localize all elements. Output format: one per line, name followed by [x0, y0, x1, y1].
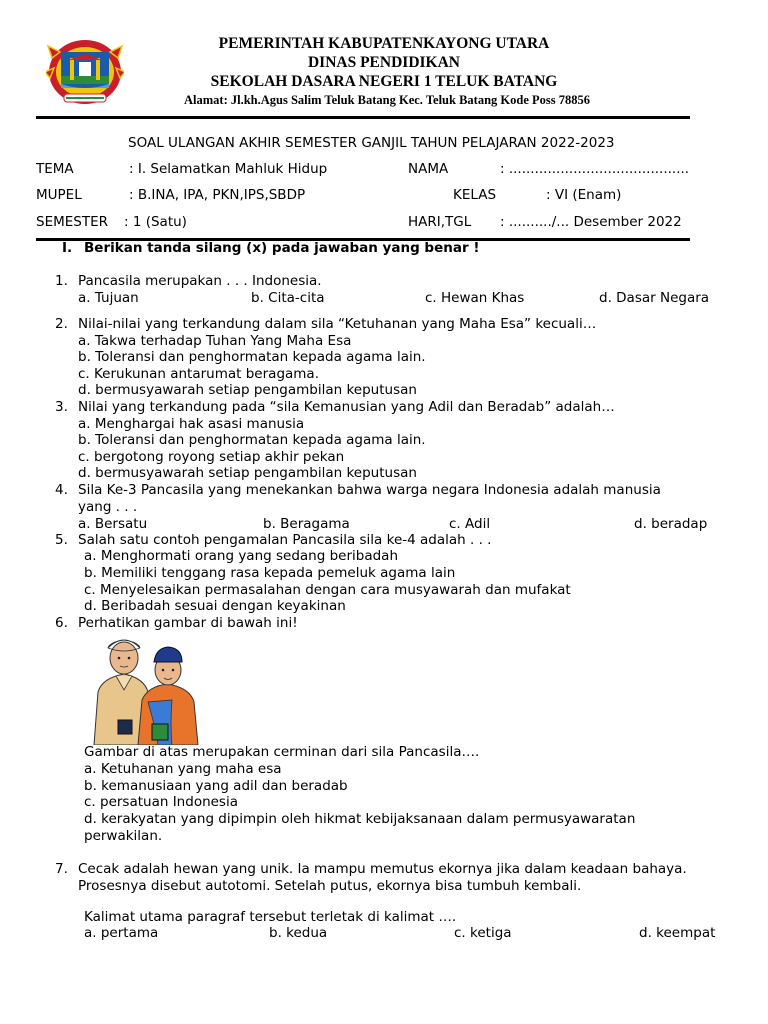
section-instruction: Berikan tanda silang (x) pada jawaban yang benar ! [84, 240, 480, 256]
hari-tgl-label: HARI,TGL [408, 214, 472, 230]
q7-text-line2: Prosesnya disebut autotomi. Setelah putus, ekornya bisa tumbuh kembali. [78, 878, 582, 894]
q7-option-b[interactable]: b. kedua [269, 925, 328, 941]
kelas-value: : VI (Enam) [546, 187, 622, 203]
semester-value: : 1 (Satu) [124, 214, 187, 230]
two-men-praying-illustration [86, 630, 204, 745]
q1-number: 1. [55, 273, 68, 289]
q1-option-b[interactable]: b. Cita-cita [251, 290, 325, 306]
q2-text: Nilai-nilai yang terkandung dalam sila “Ketuhanan yang Maha Esa” kecuali… [78, 316, 597, 332]
q2-number: 2. [55, 316, 68, 332]
q7-question: Kalimat utama paragraf tersebut terletak di kalimat …. [84, 909, 457, 925]
q4-number: 4. [55, 482, 68, 498]
q7-option-d[interactable]: d. keempat [639, 925, 716, 941]
q5-option-b[interactable]: b. Memiliki tenggang rasa kepada pemeluk agama lain [84, 565, 456, 581]
mupel-value: : B.INA, IPA, PKN,IPS,SBDP [129, 187, 306, 203]
tema-label: TEMA [36, 161, 74, 177]
nama-value: : .......................................... [500, 161, 690, 177]
q2-option-b[interactable]: b. Toleransi dan penghormatan kepada agama lain. [78, 349, 426, 365]
nama-label: NAMA [408, 161, 449, 177]
q3-text: Nilai yang terkandung pada “sila Kemanusian yang Adil dan Beradab” adalah… [78, 399, 615, 415]
q3-number: 3. [55, 399, 68, 415]
q5-text: Salah satu contoh pengamalan Pancasila sila ke-4 adalah . . . [78, 532, 492, 548]
q6-caption: Gambar di atas merupakan cerminan dari sila Pancasila…. [84, 744, 480, 760]
q3-option-c[interactable]: c. bergotong royong setiap akhir pekan [78, 449, 345, 465]
hari-tgl-value: : ........../... Desember 2022 [500, 214, 682, 230]
q6-option-d[interactable]: d. kerakyatan yang dipimpin oleh hikmat kebijaksanaan dalam permusyawaratan [84, 811, 636, 827]
exam-title: SOAL ULANGAN AKHIR SEMESTER GANJIL TAHUN PELAJARAN 2022-2023 [128, 135, 615, 151]
q7-number: 7. [55, 861, 68, 877]
q1-option-a[interactable]: a. Tujuan [78, 290, 139, 306]
tema-value: : I. Selamatkan Mahluk Hidup [129, 161, 328, 177]
q2-option-c[interactable]: c. Kerukunan antarumat beragama. [78, 366, 319, 382]
q4-option-a[interactable]: a. Bersatu [78, 516, 148, 532]
header-divider [36, 116, 690, 119]
q2-option-d[interactable]: d. bermusyawarah setiap pengambilan keputusan [78, 382, 417, 398]
q6-option-a[interactable]: a. Ketuhanan yang maha esa [84, 761, 282, 777]
q4-option-b[interactable]: b. Beragama [263, 516, 350, 532]
q6-option-b[interactable]: b. kemanusiaan yang adil dan beradab [84, 778, 348, 794]
q6-option-d-continuation: perwakilan. [84, 828, 163, 844]
q5-option-c[interactable]: c. Menyelesaikan permasalahan dengan cara musyawarah dan mufakat [84, 582, 571, 598]
q5-number: 5. [55, 532, 68, 548]
q1-text: Pancasila merupakan . . . Indonesia. [78, 273, 322, 289]
q1-option-d[interactable]: d. Dasar Negara [599, 290, 710, 306]
q6-option-c[interactable]: c. persatuan Indonesia [84, 794, 238, 810]
regency-emblem-logo [46, 38, 124, 108]
q5-option-d[interactable]: d. Beribadah sesuai dengan keyakinan [84, 598, 346, 614]
header-government-line: PEMERINTAH KABUPATENKAYONG UTARA [218, 35, 550, 52]
q6-number: 6. [55, 615, 68, 631]
q4-text-line2: yang . . . [78, 499, 138, 515]
kelas-label: KELAS [453, 187, 497, 203]
semester-label: SEMESTER [36, 214, 109, 230]
q3-option-d[interactable]: d. bermusyawarah setiap pengambilan keputusan [78, 465, 417, 481]
q5-option-a[interactable]: a. Menghormati orang yang sedang beribadah [84, 548, 399, 564]
q1-option-c[interactable]: c. Hewan Khas [425, 290, 525, 306]
q3-option-b[interactable]: b. Toleransi dan penghormatan kepada agama lain. [78, 432, 426, 448]
q7-text-line1: Cecak adalah hewan yang unik. Ia mampu memutus ekornya jika dalam keadaan bahaya. [78, 861, 687, 877]
q7-option-c[interactable]: c. ketiga [454, 925, 512, 941]
mupel-label: MUPEL [36, 187, 82, 203]
q4-option-c[interactable]: c. Adil [449, 516, 491, 532]
q3-option-a[interactable]: a. Menghargai hak asasi manusia [78, 416, 305, 432]
section-number: I. [62, 240, 73, 256]
q7-option-a[interactable]: a. pertama [84, 925, 159, 941]
q4-option-d[interactable]: d. beradap [634, 516, 708, 532]
q6-text: Perhatikan gambar di bawah ini! [78, 615, 298, 631]
header-address: Alamat: Jl.kh.Agus Salim Teluk Batang Kec. Teluk Batang Kode Poss 78856 [184, 93, 590, 107]
header-department-line: DINAS PENDIDIKAN [307, 54, 460, 71]
header-school-name: SEKOLAH DASARA NEGERI 1 TELUK BATANG [210, 73, 558, 90]
q4-text-line1: Sila Ke-3 Pancasila yang menekankan bahwa warga negara Indonesia adalah manusia [78, 482, 661, 498]
q2-option-a[interactable]: a. Takwa terhadap Tuhan Yang Maha Esa [78, 333, 352, 349]
